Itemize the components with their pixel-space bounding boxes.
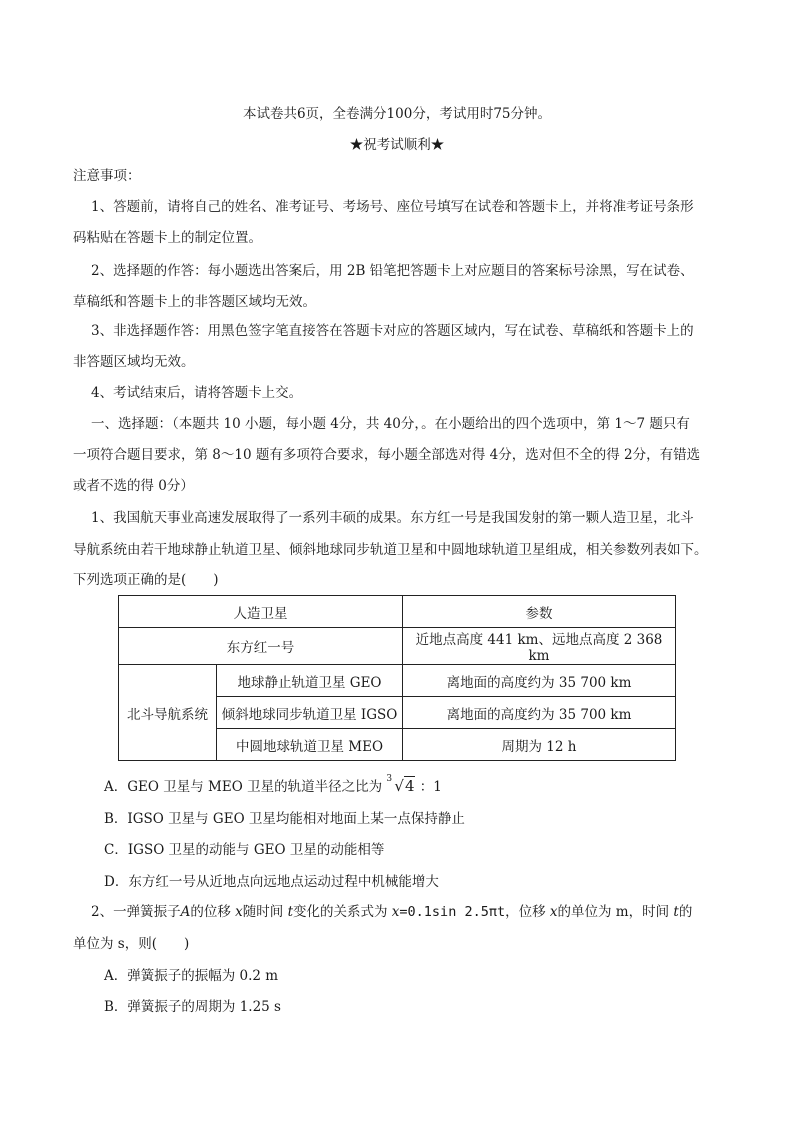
cube-root-radicand: 4 xyxy=(404,777,415,795)
q1-stem-1: 1、我国航天事业高速发展取得了一系列丰硕的成果。东方红一号是我国发射的第一颗人造卫星，北斗 xyxy=(91,510,694,526)
section-1-line-2: 一项符合题目要求，第 8～10 题有多项符合要求，每小题全部选对得 4分，选对但不全的得 2分，有错选 xyxy=(73,447,701,463)
q2-equation: =0.1sin 2.5πt xyxy=(399,904,506,920)
notice-item-1-cont: 码粘贴在答题卡上的制定位置。 xyxy=(73,230,262,246)
q2-option-a: A．弹簧振子的振幅为 0.2 m xyxy=(104,968,279,984)
section-1-line-3: 或者不选的得 0分） xyxy=(73,478,194,494)
cube-root: 3 √4 xyxy=(386,776,415,796)
q2-text: 的单位为 m，时间 xyxy=(557,904,670,920)
q2-text: ，位移 xyxy=(505,904,546,920)
table-row xyxy=(119,628,676,665)
satellite-table xyxy=(118,595,676,761)
table-cell-geo-name: 地球静止轨道卫星 GEO xyxy=(217,665,403,697)
notice-item-3-cont: 非答题区域均无效。 xyxy=(73,354,195,370)
q1-option-d: D．东方红一号从近地点向远地点运动过程中机械能增大 xyxy=(104,874,439,890)
q2-var-t: t xyxy=(287,904,293,920)
table-cell-geo-param: 离地面的高度约为 35 700 km xyxy=(403,665,676,697)
exam-info: 本试卷共6页，全卷满分100分，考试用时75分钟。 xyxy=(242,106,552,122)
q2-eq-x: x xyxy=(391,904,400,920)
notice-item-4: 4、考试结束后，请将答题卡上交。 xyxy=(91,385,303,401)
q2-text: 随时间 xyxy=(242,904,284,920)
q1-option-a xyxy=(104,776,734,797)
blessing: ★祝考试顺利★ xyxy=(349,137,445,153)
cube-root-index: 3 xyxy=(386,774,393,784)
q1-stem-3: 下列选项正确的是( ) xyxy=(73,572,219,588)
table-cell-igso-name: 倾斜地球同步轨道卫星 IGSO xyxy=(217,697,403,729)
table-row xyxy=(119,665,676,697)
table-header-params: 参数 xyxy=(403,596,676,628)
q2-stem-1 xyxy=(91,902,734,922)
q2-text: 的位移 xyxy=(190,904,231,920)
q1-option-a-text: A．GEO 卫星与 MEO 卫星的轨道半径之比为 xyxy=(104,779,383,795)
q2-text: 变化的关系式为 xyxy=(293,904,388,920)
q2-option-b: B．弹簧振子的周期为 1.25 s xyxy=(104,999,281,1015)
q1-option-c: C．IGSO 卫星的动能与 GEO 卫星的动能相等 xyxy=(104,842,385,858)
q2-var-a: A xyxy=(180,904,191,920)
table-cell-dfh-name: 东方红一号 xyxy=(119,628,403,665)
notice-title: 注意事项： xyxy=(73,168,141,184)
notice-item-2: 2、选择题的作答：每小题选出答案后，用 2B 铅笔把答题卡上对应题目的答案标号涂黑，写在试卷、 xyxy=(91,263,694,279)
table-cell-dfh-param: 近地点高度 441 km、远地点高度 2 368 km xyxy=(403,628,676,665)
q2-text: 的 xyxy=(678,904,693,920)
q1-option-a-ratio: ：1 xyxy=(419,779,442,795)
q1-option-b: B．IGSO 卫星与 GEO 卫星均能相对地面上某一点保持静止 xyxy=(104,811,465,827)
table-header-satellite: 人造卫星 xyxy=(119,596,403,628)
q2-text: 2、一弹簧振子 xyxy=(91,904,181,920)
q2-var-x: x xyxy=(235,904,243,920)
table-cell-beidou: 北斗导航系统 xyxy=(119,665,217,761)
q2-var-t: t xyxy=(673,904,679,920)
notice-item-3: 3、非选择题作答：用黑色签字笔直接答在答题卡对应的答题区域内，写在试卷、草稿纸和答题卡上的 xyxy=(91,323,694,339)
notice-item-1: 1、答题前，请将自己的姓名、准考证号、考场号、座位号填写在试卷和答题卡上，并将准考证号条形 xyxy=(91,199,694,215)
table-cell-igso-param: 离地面的高度约为 35 700 km xyxy=(403,697,676,729)
q1-stem-2: 导航系统由若干地球静止轨道卫星、倾斜地球同步轨道卫星和中圆地球轨道卫星组成，相关参数列表如下。 xyxy=(73,542,708,558)
table-cell-meo-param: 周期为 12 h xyxy=(403,729,676,761)
notice-item-2-cont: 草稿纸和答题卡上的非答题区域均无效。 xyxy=(73,294,316,310)
q2-stem-2: 单位为 s，则( ) xyxy=(73,936,190,952)
q2-var-x: x xyxy=(549,904,558,920)
section-1-heading: 一、选择题：（本题共 10 小题，每小题 4分，共 40分，。在小题给出的四个选项中，第 1～7 题只有 xyxy=(91,416,690,432)
table-cell-meo-name: 中圆地球轨道卫星 MEO xyxy=(217,729,403,761)
table-row xyxy=(119,596,676,628)
